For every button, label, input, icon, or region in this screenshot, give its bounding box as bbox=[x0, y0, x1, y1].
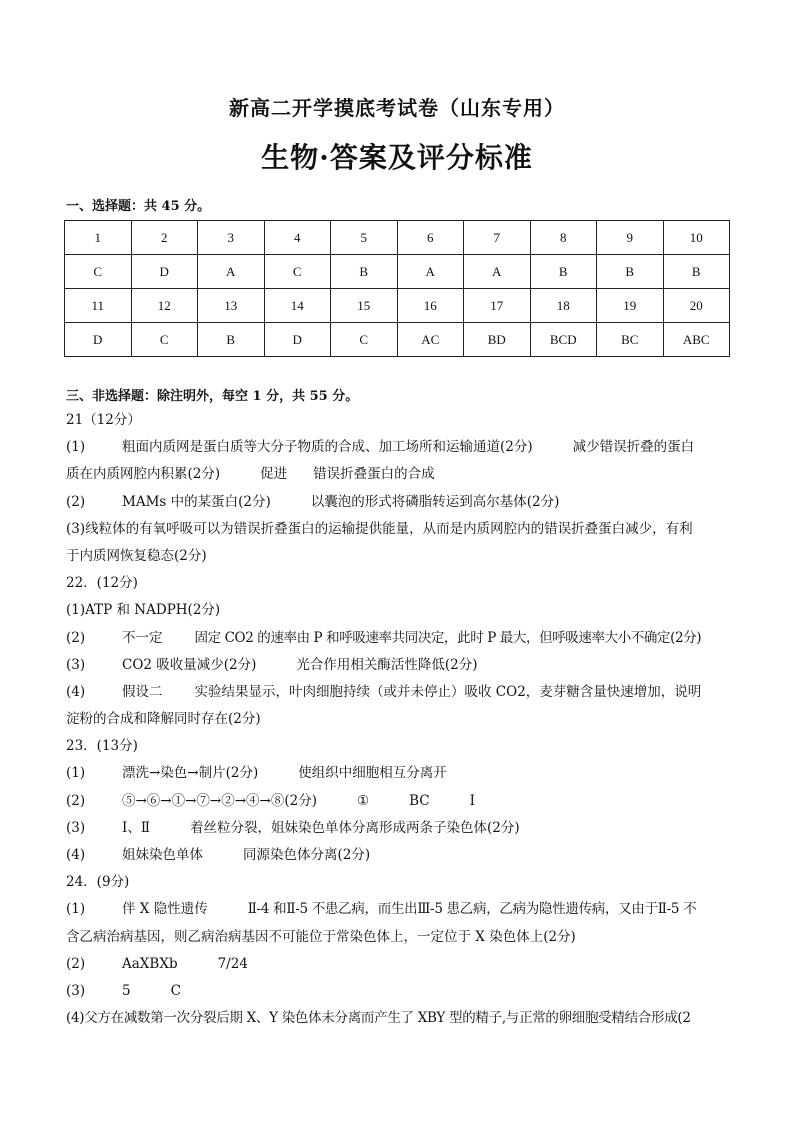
table-cell: ABC bbox=[663, 323, 730, 357]
q21-line: (3)线粒体的有氧呼吸可以为错误折叠蛋白的运输提供能量，从而是内质网腔内的错误折叠蛋白减少，有利 bbox=[66, 520, 693, 537]
item-number: (2) bbox=[66, 629, 86, 646]
answer-text: 着丝粒分裂，姐妹染色单体分离形成两条子染色体(2分) bbox=[190, 819, 520, 836]
table-cell: 16 bbox=[397, 289, 464, 323]
table-cell: 13 bbox=[198, 289, 265, 323]
item-number: (4) bbox=[66, 847, 86, 863]
table-cell: 10 bbox=[663, 221, 730, 255]
q22-line bbox=[66, 625, 732, 652]
table-cell: 11 bbox=[65, 289, 132, 323]
table-cell: 7 bbox=[464, 221, 531, 255]
table-cell: 5 bbox=[331, 221, 398, 255]
table-cell: 17 bbox=[464, 289, 531, 323]
table-cell: D bbox=[65, 323, 132, 357]
answer-body bbox=[66, 407, 732, 1032]
section-choice-heading: 一、选择题：共 45 分。 bbox=[66, 199, 211, 214]
answer-text: 光合作用相关酶活性降低(2分) bbox=[296, 656, 478, 673]
q22-line bbox=[66, 679, 732, 706]
answer-text: 固定 CO2 的速率由 P 和呼吸速率共同决定，此时 P 最大，但呼吸速率大小不确定(2分) bbox=[194, 629, 702, 646]
table-cell: B bbox=[331, 255, 398, 289]
table-cell: D bbox=[264, 323, 331, 357]
item-number: (4) bbox=[66, 683, 86, 700]
q23-line bbox=[66, 760, 732, 787]
answer-text: 5 bbox=[122, 982, 131, 999]
item-number: (3) bbox=[66, 656, 86, 673]
table-cell: B bbox=[597, 255, 664, 289]
answer-text: Ⅰ、Ⅱ bbox=[122, 819, 151, 836]
answer-text: 伴 X 隐性遗传 bbox=[122, 901, 208, 918]
table-cell: 12 bbox=[131, 289, 198, 323]
table-cell: C bbox=[131, 323, 198, 357]
answer-text: C bbox=[170, 982, 181, 999]
answer-text: MAMs 中的某蛋白(2分) bbox=[122, 493, 271, 510]
table-cell: 2 bbox=[131, 221, 198, 255]
item-number: (1) bbox=[66, 765, 86, 782]
q23-line bbox=[66, 842, 732, 869]
table-cell: 9 bbox=[597, 221, 664, 255]
table-cell: 8 bbox=[530, 221, 597, 255]
table-cell: C bbox=[331, 323, 398, 357]
q23-line bbox=[66, 788, 732, 815]
item-number: (2) bbox=[66, 792, 86, 809]
item-number: (3) bbox=[66, 819, 86, 836]
answer-text: 减少错误折叠的蛋白 bbox=[572, 439, 695, 456]
table-cell: 18 bbox=[530, 289, 597, 323]
q23-line bbox=[66, 815, 732, 842]
answer-text: Ⅱ-4 和Ⅱ-5 不患乙病，而生出Ⅲ-5 患乙病，乙病为隐性遗传病，又由于Ⅱ-5 不 bbox=[247, 901, 697, 918]
q24-line: (4)父方在减数第一次分裂后期 X、Y 染色体未分离而产生了 XBY 型的精子,与正常的卵细胞受精结合形成(2 bbox=[66, 1010, 691, 1027]
q21-line bbox=[66, 489, 732, 516]
table-cell: D bbox=[131, 255, 198, 289]
answer-text: CO2 吸收量减少(2分) bbox=[122, 656, 257, 673]
answer-text: ① bbox=[357, 792, 370, 809]
table-row bbox=[65, 255, 730, 289]
answer-text: 漂洗→染色→制片(2分) bbox=[122, 765, 259, 782]
item-number: (1) bbox=[66, 439, 86, 456]
table-cell: A bbox=[198, 255, 265, 289]
answer-text: 实验结果显示，叶肉细胞持续（或并未停止）吸收 CO2，麦芽糖含量快速增加，说明 bbox=[194, 683, 702, 700]
table-row bbox=[65, 221, 730, 255]
answer-text: 假设二 bbox=[122, 683, 163, 700]
item-number: (2) bbox=[66, 955, 86, 972]
answer-text: 以囊泡的形式将磷脂转运到高尔基体(2分) bbox=[310, 493, 560, 510]
table-row bbox=[65, 323, 730, 357]
table-cell: 14 bbox=[264, 289, 331, 323]
q21-line: 于内质网恢复稳态(2分) bbox=[66, 547, 207, 564]
q24-heading: 24．(9分) bbox=[66, 874, 130, 891]
item-number: (2) bbox=[66, 493, 86, 510]
q21-heading: 21（12分） bbox=[66, 412, 141, 428]
table-cell: A bbox=[397, 255, 464, 289]
answer-text: 姐妹染色单体 bbox=[122, 847, 203, 863]
table-cell: 3 bbox=[198, 221, 265, 255]
table-cell: 19 bbox=[597, 289, 664, 323]
q21-line bbox=[66, 461, 732, 488]
q24-line: 含乙病治病基因，则乙病治病基因不可能位于常染色体上，一定位于 X 染色体上(2分) bbox=[66, 928, 576, 945]
table-cell: 15 bbox=[331, 289, 398, 323]
q22-line: (1)ATP 和 NADPH(2分) bbox=[66, 602, 221, 619]
answer-text: 促进 bbox=[260, 466, 288, 483]
table-cell: 4 bbox=[264, 221, 331, 255]
table-cell: B bbox=[663, 255, 730, 289]
table-cell: BCD bbox=[530, 323, 597, 357]
answer-text: 错误折叠蛋白的合成 bbox=[313, 466, 435, 483]
section-nonchoice-heading: 三、非选择题：除注明外，每空 1 分，共 55 分。 bbox=[66, 389, 359, 404]
q22-line bbox=[66, 652, 732, 679]
table-cell: 1 bbox=[65, 221, 132, 255]
answer-title: 生物·答案及评分标准 bbox=[261, 141, 533, 174]
table-cell: B bbox=[198, 323, 265, 357]
answer-text: 同源染色体分离(2分) bbox=[243, 847, 371, 863]
answer-text: AaXBXb bbox=[122, 955, 178, 972]
answer-table bbox=[64, 220, 730, 357]
answer-text: 粗面内质网是蛋白质等大分子物质的合成、加工场所和运输通道(2分) bbox=[122, 439, 533, 456]
answer-text: 不一定 bbox=[122, 629, 163, 646]
q22-heading: 22．(12分) bbox=[66, 575, 138, 592]
table-cell: BD bbox=[464, 323, 531, 357]
table-row bbox=[65, 289, 730, 323]
answer-text: Ⅰ bbox=[469, 792, 475, 809]
answer-text: 7/24 bbox=[217, 955, 248, 972]
table-cell: 20 bbox=[663, 289, 730, 323]
q24-line bbox=[66, 896, 732, 923]
q21-line bbox=[66, 434, 732, 461]
answer-text: ⑤→⑥→①→⑦→②→④→⑧(2分) bbox=[122, 792, 317, 809]
q22-line: 淀粉的合成和降解同时存在(2分) bbox=[66, 711, 261, 728]
table-cell: 6 bbox=[397, 221, 464, 255]
q23-heading: 23．(13分) bbox=[66, 738, 138, 755]
answer-text: 使组织中细胞相互分离开 bbox=[298, 765, 447, 782]
table-cell: C bbox=[264, 255, 331, 289]
item-number: (3) bbox=[66, 982, 86, 999]
answer-text: 质在内质网腔内积累(2分) bbox=[66, 466, 221, 483]
exam-title: 新高二开学摸底考试卷（山东专用） bbox=[229, 96, 565, 120]
table-cell: A bbox=[464, 255, 531, 289]
table-cell: BC bbox=[597, 323, 664, 357]
table-cell: AC bbox=[397, 323, 464, 357]
table-cell: C bbox=[65, 255, 132, 289]
q24-line bbox=[66, 951, 732, 978]
table-cell: B bbox=[530, 255, 597, 289]
q24-line bbox=[66, 978, 732, 1005]
item-number: (1) bbox=[66, 901, 86, 918]
answer-text: BC bbox=[409, 792, 430, 809]
